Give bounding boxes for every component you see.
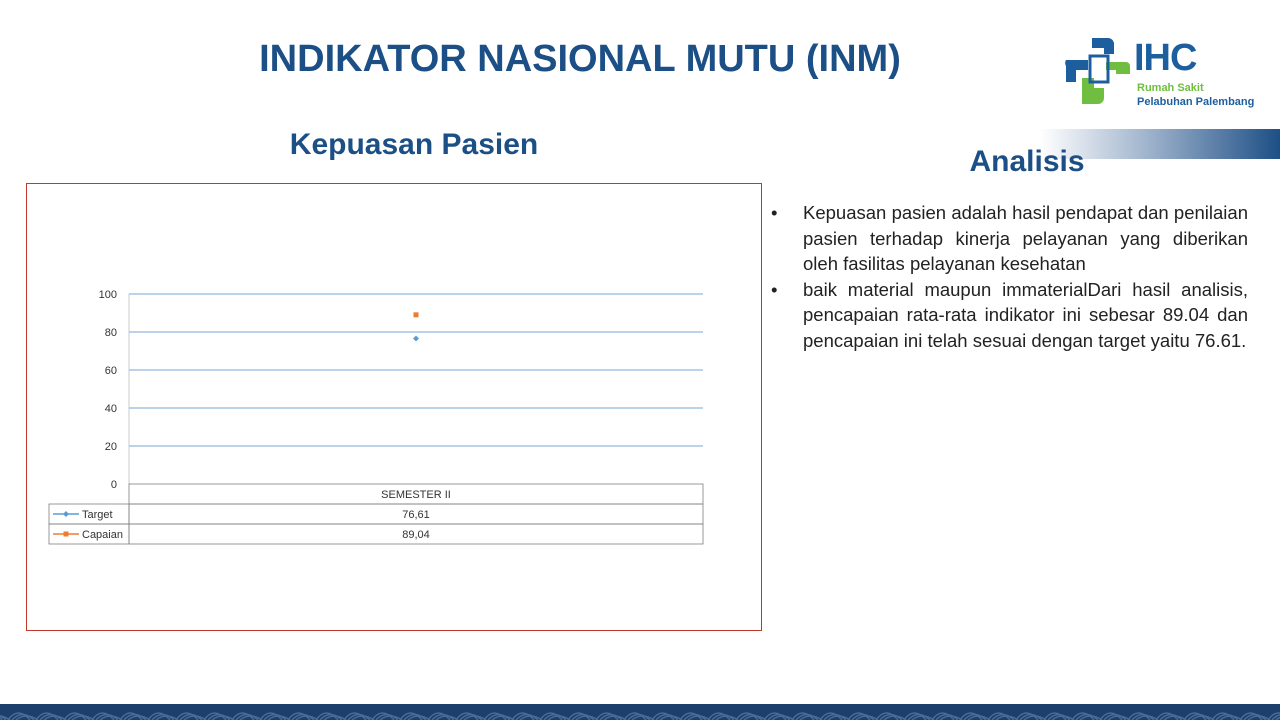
category-label: SEMESTER II [381, 489, 451, 501]
hospital-logo [1062, 34, 1272, 114]
data-table-value: 76,61 [402, 509, 430, 521]
y-tick-label: 0 [110, 479, 117, 491]
y-tick-label: 100 [98, 289, 117, 301]
logo-subtitle-2: Pelabuhan Palembang [1137, 96, 1255, 108]
slide-title: INDIKATOR NASIONAL MUTU (INM) [259, 38, 901, 80]
analysis-list [771, 200, 1248, 353]
footer-pattern [0, 704, 1280, 720]
legend-label: Capaian [82, 529, 123, 541]
analysis-text-1: Kepuasan pasien adalah hasil pendapat dan penilaian pasien terhadap kinerja pelayanan yang diberikan oleh fasilitas pelayanan kesehatan [803, 202, 1248, 274]
y-tick-label: 20 [104, 441, 117, 453]
legend-marker [64, 532, 69, 537]
chart-heading: Kepuasan Pasien [289, 128, 539, 161]
legend-marker [63, 511, 69, 517]
analysis-text-2: baik material maupun immaterialDari hasil analisis, pencapaian rata-rata indikator ini sebesar 89.04 dan pencapaian ini telah sesuai dengan target yaitu 76.61. [803, 278, 1248, 351]
legend-label: Target [82, 509, 113, 521]
bullet-icon: • [771, 202, 778, 223]
analysis-heading: Analisis [969, 145, 1085, 178]
data-point-target [413, 335, 419, 341]
chart-frame [26, 183, 762, 631]
logo-subtitle-1: Rumah Sakit [1137, 82, 1204, 94]
y-tick-label: 60 [104, 365, 117, 377]
data-point-capaian [414, 312, 419, 317]
analysis-bullet-1 [771, 200, 1248, 277]
bullet-icon: • [771, 278, 778, 300]
logo-name: IHC [1134, 37, 1197, 79]
logo-cross-icon [1062, 34, 1132, 106]
analysis-bullet-2 [771, 277, 1248, 354]
y-tick-label: 40 [104, 403, 117, 415]
data-table-value: 89,04 [402, 529, 430, 541]
y-tick-label: 80 [104, 327, 117, 339]
chart-area [27, 184, 763, 632]
